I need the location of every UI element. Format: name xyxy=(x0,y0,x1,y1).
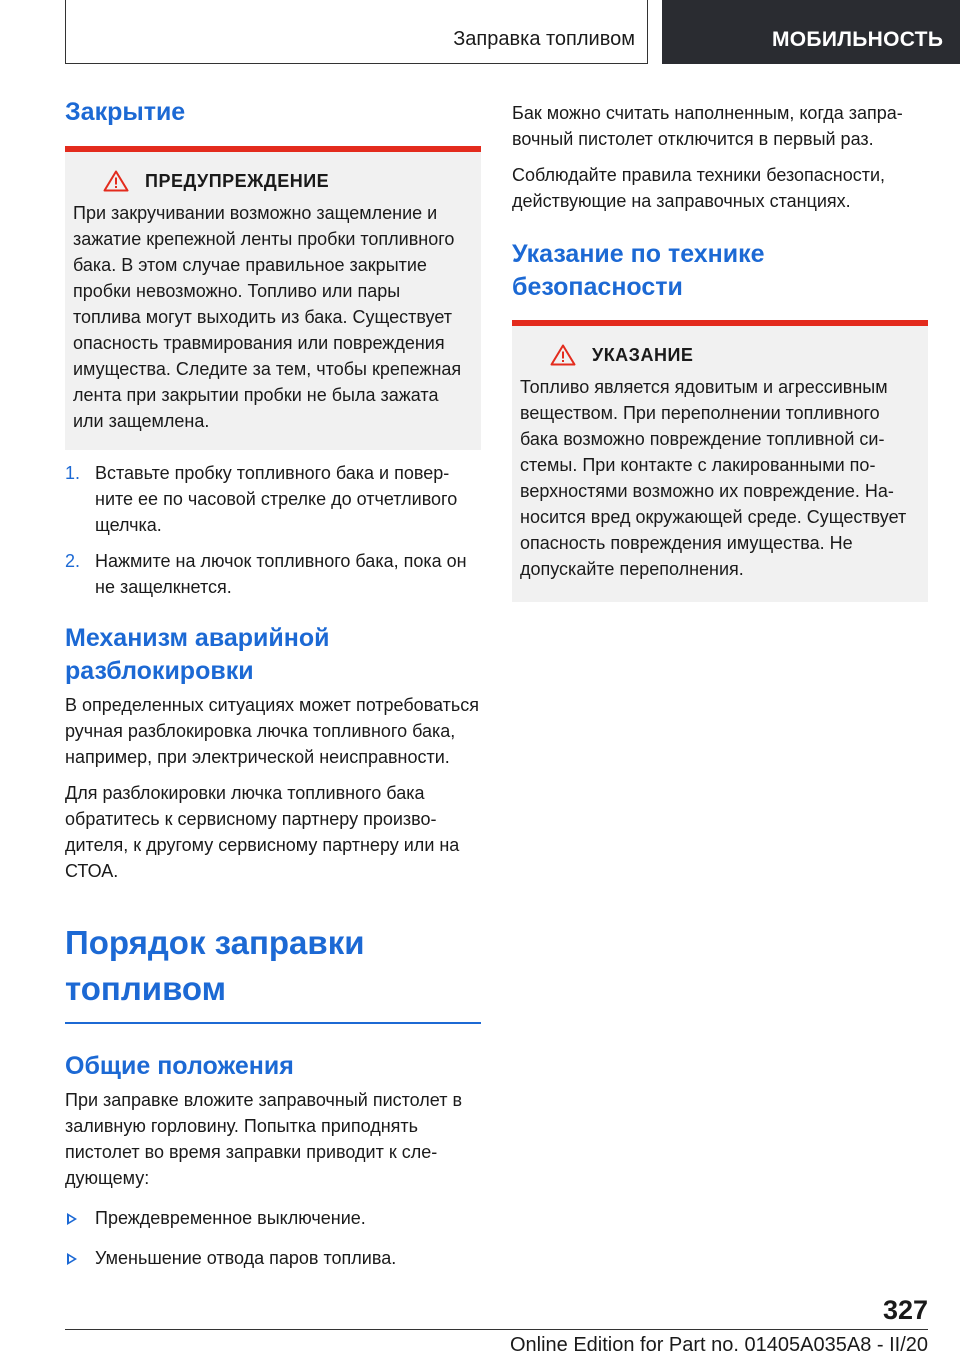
chapter-title: Заправка топливом xyxy=(453,28,635,50)
left-column xyxy=(65,96,481,1271)
notice-label: УКАЗАНИЕ xyxy=(592,344,694,365)
warning-header xyxy=(73,170,471,192)
bullet-text: Уменьшение отвода паров топлива. xyxy=(95,1247,397,1268)
notice-box xyxy=(512,320,928,602)
step-number: 1. xyxy=(65,463,81,483)
list-item xyxy=(65,548,481,600)
full-tank-paragraph: Бак можно считать наполненным, когда заправочный пистолет отключится в первый раз. xyxy=(512,103,903,149)
warning-triangle-icon xyxy=(550,344,576,366)
list-item xyxy=(65,1205,481,1231)
emergency-paragraph-2: Для разблокировки лючка топливного бака обратитесь к сервисному партнеру производителя, к другому сервисному партнеру или на СТОА. xyxy=(65,783,460,881)
warning-text: При закручивании возможно защемление и зажатие крепежной ленты пробки топливного бака. В этом случае правильное закрытие пробки невозможно. Топливо или пары топлива могут выходить из бака. Существует опасность травмирования или повреждения имущества. Следите за тем, чтобы крепежная лента при закрытии пробки не была зажата или защемлена. xyxy=(73,203,462,431)
steps-list xyxy=(65,460,481,600)
warning-triangle-icon xyxy=(103,170,129,192)
closing-heading: Закрытие xyxy=(65,98,186,126)
safety-heading: Указание по технике безопасности xyxy=(512,240,765,301)
section-title: МОБИЛЬНОСТЬ xyxy=(772,28,944,51)
step-text: Вставьте пробку топливного бака и поверните ее по часовой стрелке до отчетливого щелчка. xyxy=(95,463,458,535)
emergency-heading: Механизм аварийной разблокировки xyxy=(65,624,330,685)
bullet-text: Преждевременное выключение. xyxy=(95,1207,366,1228)
notice-text: Топливо является ядовитым и агрессивным веществом. При переполнении топливного бака возможно повреждение топливной системы. При контакте с лакированными поверхностями возможно их повреждение. Наносится вред окружающей среде. Существует опасность повреждения имущества. Не допускайте переполнения. xyxy=(520,377,907,579)
refuel-heading: Порядок заправки топливом xyxy=(65,924,365,1007)
list-item xyxy=(65,1245,481,1271)
heading-rule xyxy=(65,1022,481,1024)
footer-divider xyxy=(65,1329,928,1330)
rules-paragraph: Соблюдайте правила техники безопасности, действующие на заправочных станциях. xyxy=(512,165,886,211)
bullet-list xyxy=(65,1205,481,1271)
page-number: 327 xyxy=(882,1295,928,1325)
emergency-paragraph-1: В определенных ситуациях может потребоваться ручная разблокировка лючка топливного бака, например, при электрической неисправности. xyxy=(65,695,480,767)
general-heading: Общие положения xyxy=(65,1051,294,1080)
triangle-bullet-icon xyxy=(67,1253,77,1265)
header-section-box xyxy=(662,0,960,64)
edition-text: Online Edition for Part no. 01405A035A8 - II/20 xyxy=(509,1334,928,1356)
general-paragraph: При заправке вложите заправочный пистолет в заливную горловину. Попытка приподнять пистолет во время заправки приводит к следующему: xyxy=(65,1089,463,1188)
step-number: 2. xyxy=(65,551,81,571)
header-chapter-box xyxy=(65,0,648,64)
list-item xyxy=(65,460,481,538)
warning-box xyxy=(65,146,481,450)
step-text: Нажмите на лючок топливного бака, пока он не защелкнется. xyxy=(95,551,467,597)
triangle-bullet-icon xyxy=(67,1213,77,1225)
right-column xyxy=(512,100,928,602)
notice-header xyxy=(520,344,918,366)
warning-label: ПРЕДУПРЕЖДЕНИЕ xyxy=(145,170,330,191)
